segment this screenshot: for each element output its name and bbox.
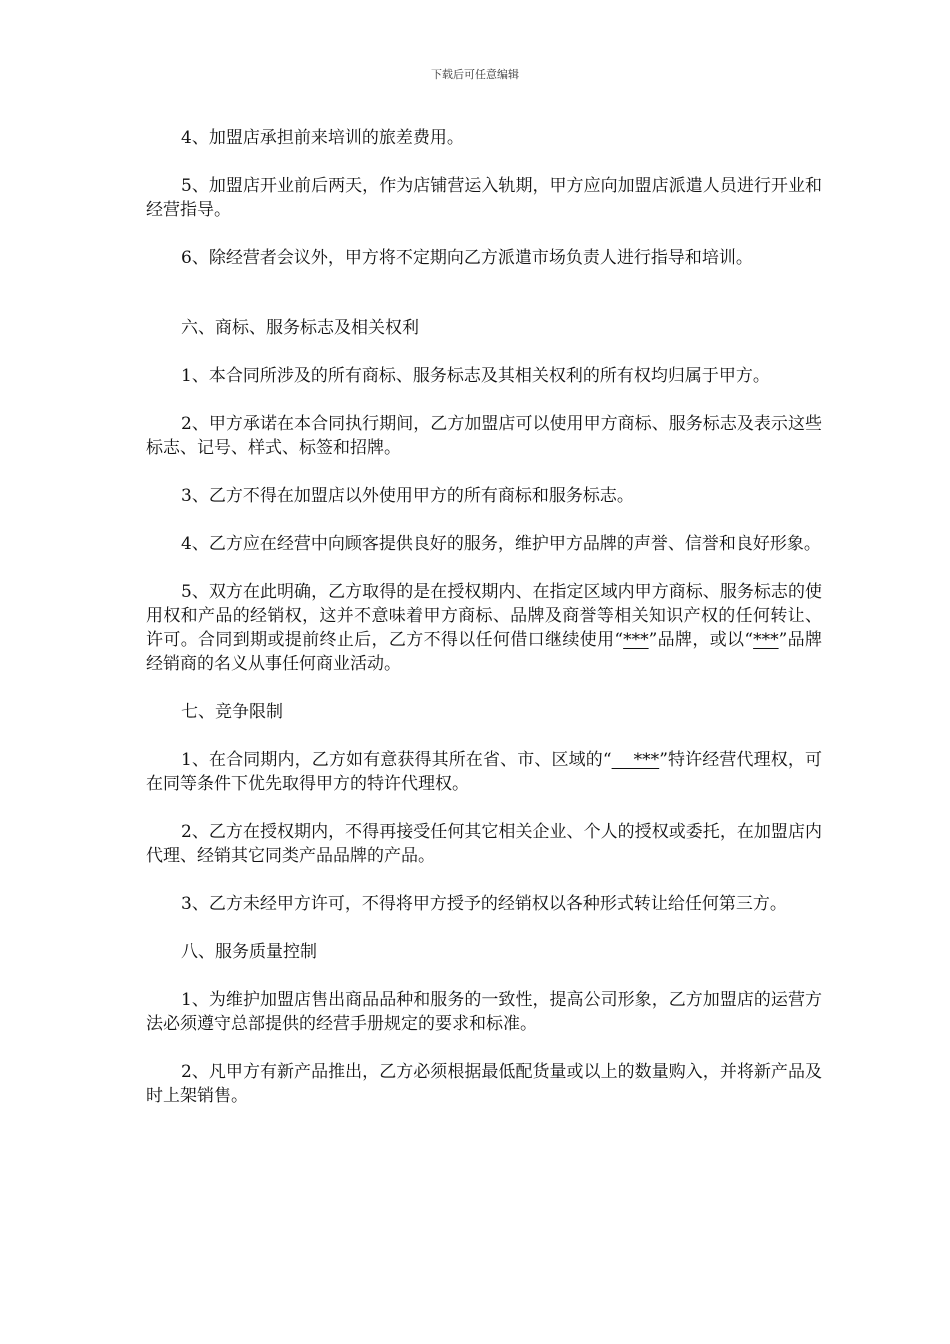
- section-6-paragraph-4: 4、乙方应在经营中向顾客提供良好的服务，维护甲方品牌的声誉、信誉和良好形象。: [181, 534, 821, 554]
- section-6-paragraph-5: [146, 580, 822, 676]
- section-7-paragraph-3: 3、乙方未经甲方许可，不得将甲方授予的经销权以各种形式转让给任何第三方。: [181, 894, 787, 914]
- section-gap: [146, 294, 822, 316]
- s7-p1-text-a: 1、在合同期内，乙方如有意获得其所在省、市、区域的“: [181, 750, 612, 770]
- section-6-paragraph-2: 2、甲方承诺在本合同执行期间，乙方加盟店可以使用甲方商标、服务标志及表示这些标志、记号、样式、标签和招牌。: [146, 414, 822, 458]
- section-6-paragraph-1: 1、本合同所涉及的所有商标、服务标志及其相关权利的所有权均归属于甲方。: [181, 366, 770, 386]
- territory-blank: ***: [611, 750, 660, 770]
- s6-p5-text-a: 5、双方在此明确，乙方取得的是在授权期内、在指定区域内甲方商标、服务标志的使用权和产品的经销权，这并不意味着甲方商标、品牌及商誉等相关知识产权的任何转让、许可。合同到期或提前终止后，乙方不得以任何借口继续使用“: [146, 582, 822, 650]
- page-header-note: 下载后可任意编辑: [431, 68, 519, 81]
- s6-p5-text-b: ”品牌，或以“: [648, 630, 754, 650]
- section-7-heading: 七、竞争限制: [181, 702, 283, 722]
- document-body: [146, 126, 822, 1132]
- section-8-paragraph-1: 1、为维护加盟店售出商品品种和服务的一致性，提高公司形象，乙方加盟店的运营方法必须遵守总部提供的经营手册规定的要求和标准。: [146, 990, 822, 1034]
- section-8-paragraph-2: 2、凡甲方有新产品推出，乙方必须根据最低配货量或以上的数量购入，并将新产品及时上架销售。: [146, 1062, 822, 1106]
- paragraph-training-5: 5、加盟店开业前后两天，作为店铺营运入轨期，甲方应向加盟店派遣人员进行开业和经营指导。: [146, 176, 822, 220]
- s6-p5-text-c: ”品牌经销商的名义从事任何商业活动。: [146, 630, 822, 674]
- section-6-heading: 六、商标、服务标志及相关权利: [181, 318, 419, 338]
- section-6-paragraph-3: 3、乙方不得在加盟店以外使用甲方的所有商标和服务标志。: [181, 486, 634, 506]
- s7-p1-text-b: ”特许经营代理权，可在同等条件下优先取得甲方的特许代理权。: [146, 750, 822, 794]
- paragraph-training-6: 6、除经营者会议外，甲方将不定期向乙方派遣市场负责人进行指导和培训。: [181, 248, 753, 268]
- brand-placeholder-1: ***: [623, 630, 649, 650]
- brand-placeholder-2: ***: [753, 630, 779, 650]
- section-7-paragraph-2: 2、乙方在授权期内，不得再接受任何其它相关企业、个人的授权或委托，在加盟店内代理、经销其它同类产品品牌的产品。: [146, 822, 822, 866]
- section-8-heading: 八、服务质量控制: [181, 942, 317, 962]
- paragraph-training-4: 4、加盟店承担前来培训的旅差费用。: [181, 128, 464, 148]
- section-7-paragraph-1: [146, 748, 822, 796]
